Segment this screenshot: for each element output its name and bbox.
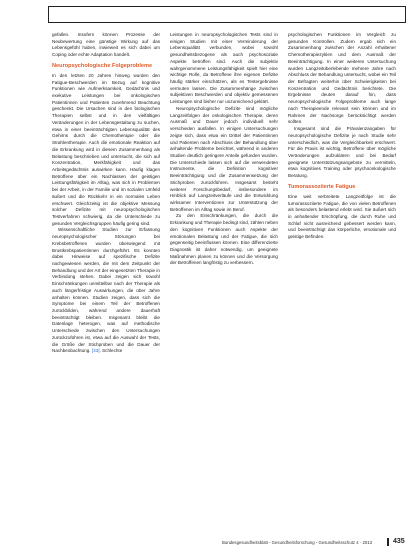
header-rule-box: [48, 6, 406, 23]
section-heading: Tumorassoziierte Fatigue: [288, 183, 356, 190]
footer-separator: [387, 538, 389, 546]
journal-footer: Bundesgesundheitsblatt - Gesundheitsforschung - Gesundheitsschutz 4 · 2013: [222, 540, 373, 545]
section-heading: Neuropsychologische Folgeprobleme: [52, 62, 153, 69]
page-number: 435: [393, 538, 405, 545]
paragraph-tail: . Schlechte: [99, 348, 123, 354]
text-column-middle: [170, 32, 278, 267]
paragraph: Neuropsychologische Defizite sind mögliche Langzeitfolgen der onkologischen Therapie, deren Ausmaß und Dauer jedoch individuell sehr verschieden ausfallen. In einigen Untersuchungen zeigte sich, dass etwa ein Drittel der Patientinnen und Patienten nach Abschluss der Behandlung über anhaltende Probleme berichtet, während in anderen Studien deutlich geringere Anteile gefunden wurden. Die Unterschiede lassen sich auf die verwendeten Instrumente, die Definition kognitiver Beeinträchtigung und die Zusammensetzung der Stichproben zurückführen. Insgesamt besteht weiterer Forschungsbedarf, insbesondere im Hinblick auf Langzeitverläufe und die Entwicklung wirksamer Interventionen zur Unterstützung der Betroffenen im Alltag sowie im Beruf.: [170, 105, 278, 212]
paragraph: Insgesamt sind die Prävalenzangaben für neuropsychologische Defizite je nach Studie sehr unterschiedlich, was die Vergleichbarkeit erschwert. Für die Praxis ist wichtig, Betroffene über mögliche Veränderungen aufzuklären und bei Bedarf geeignete Unterstützungsangebote zu vermitteln, etwa kognitives Training oder psychoonkologische Beratung.: [288, 126, 396, 179]
text-column-right: [288, 32, 396, 241]
citation-link[interactable]: [33]: [91, 348, 100, 354]
text-column-left: [52, 32, 160, 355]
paragraph: Zu den Einschränkungen, die durch die Erkrankung und Therapie bedingt sind, zählen neben den kognitiven Funktionen auch Aspekte der emotionalen Belastung und der Fatigue, die sich gegenseitig beeinflussen können. Eine differenzierte Diagnostik ist daher notwendig, um geeignete Maßnahmen planen zu können und die Versorgung der Betroffenen langfristig zu verbessern.: [170, 213, 278, 266]
paragraph: [52, 227, 160, 355]
paragraph-text: Wissenschaftliche Studien zur Erfassung neuropsychologischer Störungen bei Krebsbetroffenen wurden überwiegend mit Brustkrebspatientinnen durchgeführt. Es konnten dabei Hinweise auf spezifische Defizite nachgewiesen werden, die mit dem Zeitpunkt der Behandlung und der Art der eingesetzten Therapie in Verbindung stehen. Dabei zeigen sich sowohl Einschränkungen unmittelbar nach der Therapie als auch längerfristige Auswirkungen, die über Jahre anhalten können. Studien zeigen, dass sich die Symptome bei einem Teil der Betroffenen zurückbilden, während andere dauerhaft beeinträchtigt bleiben. Insgesamt bleibt die Datenlage heterogen, was auf methodische Unterschiede zwischen den Untersuchungen zurückzuführen ist, etwa auf die Auswahl der Tests, die Größe der Stichproben und die Dauer der Nachbeobachtung.: [52, 227, 160, 354]
paragraph: In den letzten 20 Jahren hinweg wurden den Fatigue-Beschwerden im Bezug auf kognitive Funktionen wie Aufmerksamkeit, Gedächtnis und exekutive Leistungen bei onkologischen Patientinnen und Patienten zunehmend Beachtung geschenkt. Die Ursachen sind in den biologischen Therapien selbst und in den vielfältigen Veränderungen in der Lebensgestaltung zu suchen, etwa in einer beeinträchtigten Lebensqualität des Gehirns durch die Chemotherapie oder die Strahlentherapie. Auch die emotionale Reaktion auf die Erkrankung wird in diesem Zusammenhang als Belastung beschrieben und untersucht, die sich auf Konzentration, Merkfähigkeit und das Arbeitsgedächtnis auswirken kann. Häufig klagen Betroffene über ein Nachlassen der geistigen Leistungsfähigkeit im Alltag, was sich in Problemen bei der Arbeit, in der Familie und im sozialen Umfeld äußert und die Rückkehr in ein normales Leben erschwert. Gleichzeitig ist die objektive Messung solcher Defizite mit neuropsychologischen Testverfahren schwierig, da die Unterschiede zu gesunden Vergleichsgruppen häufig gering sind.: [52, 72, 160, 226]
paragraph: Leistungen in neuropsychologischen Tests sind in einigen Studien mit einer Verminderung der Lebensqualität verbunden, wobei sowohl gesundheitsbezogene als auch psychosoziale Aspekte betroffen sind. Auch die subjektiv wahrgenommene Leistungsfähigkeit spielt hier eine wichtige Rolle, da Betroffene ihre eigenen Defizite häufig stärker einschätzen, als es Testergebnisse vermuten lassen. Die Zusammenhänge zwischen subjektiven Beschwerden und objektiv gemessenen Leistungen sind bisher nur unzureichend geklärt.: [170, 32, 278, 105]
paragraph: gefallen. Insofern können Prozesse der Neubewertung eine günstige Wirkung auf das Lebensgefühl haben, inwieweit es sich dabei um Coping oder echte Adaptation handelt.: [52, 32, 160, 58]
paragraph: Eine weit verbreitete Langzeitfolge ist die tumorassoziierte Fatigue, die von vielen Betroffenen als besonders belastend erlebt wird. Sie äußert sich in anhaltender Erschöpfung, die durch Ruhe und Schlaf nicht ausreichend gebessert werden kann, und beeinträchtigt das körperliche, emotionale und geistige Befinden.: [288, 193, 396, 240]
paragraph: psychologischen Funktionen im Vergleich zu gesunden Kontrollen. Zudem ergab sich ein Zusammenhang zwischen der Anzahl erhaltener Chemotherapiezyklen und dem Ausmaß der Beeinträchtigung. In einer weiteren Untersuchung wurden Langzeitüberlebende mehrere Jahre nach Abschluss der Behandlung untersucht, wobei ein Teil der Befragten weiterhin über Schwierigkeiten bei Konzentration und Gedächtnis berichtete. Die Ergebnisse deuten darauf hin, dass neuropsychologische Folgeprobleme auch lange nach Therapieende relevant sein können und im Rahmen der Nachsorge berücksichtigt werden sollten.: [288, 32, 396, 125]
